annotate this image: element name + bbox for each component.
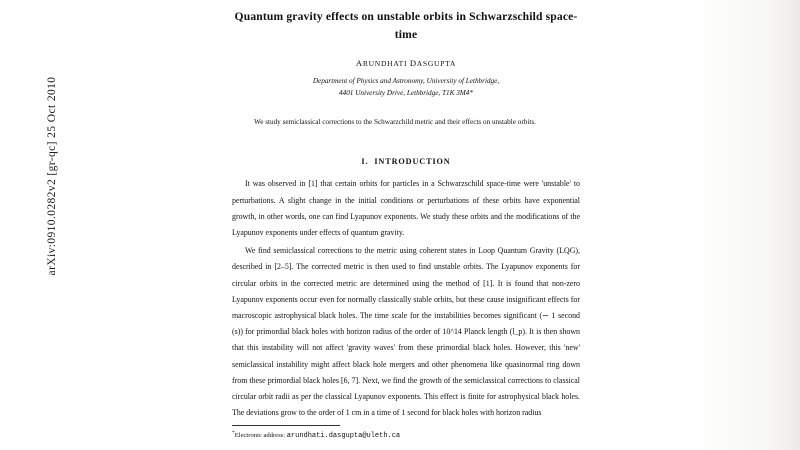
paragraph-intro-1: It was observed in [1] that certain orbits for particles in a Schwarzschild space-time were 'unstable' to perturbations. A slight change in the initial conditions or perturbations of these orbits have exponential growth, in other words, one can find Lyapunov exponents. We study these orbits and the modifications of the Lyapunov exponents under effects of quantum gravity. bbox=[232, 179, 580, 238]
footnote bbox=[232, 431, 580, 442]
section-heading bbox=[232, 157, 580, 166]
page-title: Quantum gravity effects on unstable orbits in Schwarzschild space-time bbox=[234, 10, 578, 41]
section-number: I. bbox=[361, 157, 369, 167]
footnote-divider bbox=[232, 425, 340, 426]
footnote-email[interactable]: arundhati.dasgupta@uleth.ca bbox=[286, 431, 401, 440]
affiliation-line-2: 4401 University Drive, Lethbridge, T1K 3M4* bbox=[339, 89, 473, 98]
arxiv-identifier-stamp: arXiv:0910.0282v2 [gr-qc] 25 Oct 2010 bbox=[46, 76, 58, 276]
section-title: INTRODUCTION bbox=[374, 157, 451, 167]
footnote-marker: * bbox=[232, 429, 235, 436]
paragraph-intro-2: We find semiclassical corrections to the metric using coherent states in Loop Quantum Gravity (LQG), described in [2–5]. The corrected metric is then used to find unstable orbits. The Lyapunov exponents for circular orbits in the corrected metric are determined using the method of [1]. It is found that non-zero Lyapunov exponents occur even for normally classically stable orbits, but these cause insignificant effects for macroscopic astrophysical black holes. The time scale for the instabilities becomes significant (∼ 1 second (s)) for primordial black holes with horizon radius of the order of 10^14 Planck length (l_p). It is then shown that this instability will not affect 'gravity waves' from these primordial black holes. However, this 'new' semiclassical instability might affect black hole mergers and other phenomena like quasinormal ring down from these primordial black holes [6, 7]. Next, we find the growth of the semiclassical corrections to classical circular orbit radii as per the classical Lyapunov exponents. This effect is finite for astrophysical black holes. The deviations grow to the order of 1 cm in a time of 1 second for black holes with horizon radius bbox=[232, 246, 580, 418]
paper-content bbox=[232, 0, 580, 423]
author-name: ARUNDHATI DASGUPTA bbox=[355, 57, 457, 68]
affiliation-line-1: Department of Physics and Astronomy, University of Lethbridge, bbox=[312, 76, 500, 85]
abstract: We study semiclassical corrections to the Schwarzchild metric and their effects on unstable orbits. bbox=[254, 118, 536, 127]
footnote-label: Electronic address: bbox=[234, 431, 286, 439]
affiliation bbox=[232, 75, 580, 99]
